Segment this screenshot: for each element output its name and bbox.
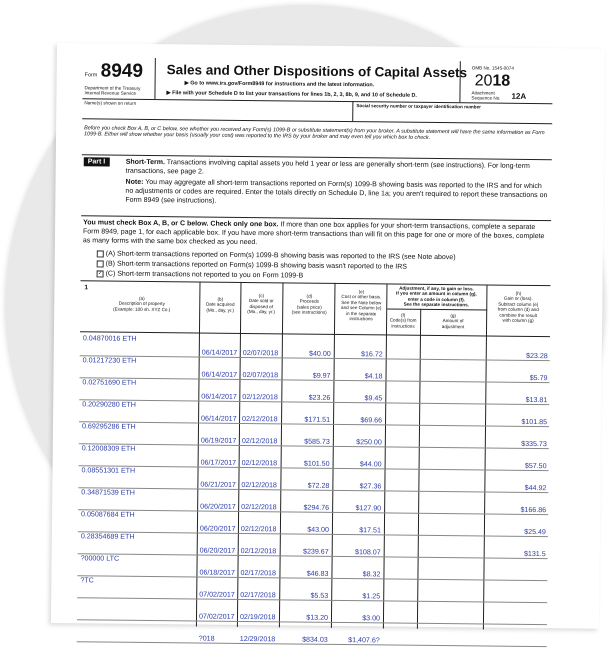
dept-line2: Internal Revenue Service: [84, 90, 137, 96]
row-date-sold: 02/12/2018: [241, 458, 278, 468]
row-proceeds: $9.97: [312, 371, 331, 380]
row-date-acquired: 07/02/2017: [198, 612, 235, 621]
col-h-header: (h) Gain or (loss). Subtract column (e) from column (d) and combine the result with column (g): [497, 290, 539, 324]
row-proceeds: $23.26: [308, 393, 331, 402]
row-date-sold: 02/12/2018: [240, 546, 277, 556]
row-date-acquired: 06/14/2017: [201, 414, 237, 423]
row-date-sold: 02/07/2018: [242, 370, 279, 380]
row-cost-basis: $16.72: [361, 350, 383, 359]
checkbox-b-row[interactable]: (B) Short-term transactions reported on Form(s) 1099-B showing basis wasn't reported to the IRS: [97, 259, 407, 271]
checkbox-a-row[interactable]: (A) Short-term transactions reported on Form(s) 1099-B showing basis was reported to the IRS (see Note above): [97, 249, 456, 262]
row-date-sold: 02/12/2018: [241, 480, 277, 490]
row-proceeds: $294.76: [303, 503, 330, 512]
row-date-sold: 02/07/2018: [242, 348, 279, 358]
row-description: 0.34871539 ETH: [81, 488, 135, 497]
row-cost-basis: $250.00: [356, 438, 382, 447]
checkbox-a[interactable]: [97, 250, 104, 257]
row-description: 0.02751690 ETH: [82, 378, 137, 387]
row-date-acquired: 06/14/2017: [201, 370, 238, 379]
row-proceeds: $43.00: [307, 525, 329, 534]
row-date-sold: 02/12/2018: [240, 524, 277, 534]
row-proceeds: $72.28: [307, 481, 330, 490]
row-cost-basis: $3.00: [362, 614, 381, 623]
row-gain-loss: $44.92: [524, 483, 547, 493]
row-date-acquired: 06/21/2017: [200, 480, 236, 489]
row-date-sold: 02/17/2018: [240, 568, 277, 578]
intro-text: Before you check Box A, B, or C below, see whether you received any Form(s) 1099-B or substitute statement(s) from your broker. A substitute statement will have the same information as Form 1099-B. Either will show whether your basis (usually your cost) was reported to the IRS by your broker and may even tell you which box to check.: [84, 125, 545, 142]
row-proceeds: $171.51: [304, 415, 331, 424]
row-gain-loss: $5.79: [529, 373, 548, 383]
row-date-acquired: 06/17/2017: [200, 458, 237, 467]
row-date-acquired: 07/02/2017: [199, 590, 235, 599]
row-description: 0.01217230 ETH: [82, 356, 137, 365]
row-gain-loss: [487, 594, 545, 595]
adjustment-header: Adjustment, if any, to gain or loss. If you enter an amount in column (g), enter a code in column (f). See the separate instructions.: [396, 285, 477, 308]
row-gain-loss: $25.49: [524, 527, 546, 537]
must-check-text: You must check Box A, B, or C below. Check only one box. If more than one box applies for your short-term transactions, complete a separate Form 8949, page 1, for each applicable box. If you have more short-term transactions than will fit on this page for one or more of the boxes, complete as many forms with the same box checked as you need.: [82, 219, 545, 247]
row-description: 0.20290280 ETH: [82, 400, 136, 409]
checkbox-c[interactable]: ✓: [97, 270, 103, 277]
row-date-acquired: 06/20/2017: [199, 546, 236, 555]
row-cost-basis: $44.00: [359, 460, 382, 469]
row-proceeds: $46.83: [306, 569, 329, 578]
col-e-header: (e) Cost or other basis. See the Note below and see Column (e) in the separate instructions: [341, 289, 382, 322]
row-cost-basis: $17.51: [359, 526, 381, 535]
row-cost-basis: $1.25: [362, 592, 381, 601]
row-date-acquired: 06/20/2017: [200, 502, 236, 511]
sequence-number: 12A: [511, 91, 527, 101]
row-date-acquired: 06/20/2017: [199, 524, 236, 533]
row-cost-basis: $108.07: [354, 548, 381, 557]
photo-frame: [5, 5, 605, 645]
instruction-1: ▶ Go to www.irs.gov/Form8949 for instructions and the latest information.: [184, 80, 375, 89]
row-gain-loss: $57.50: [524, 461, 547, 471]
row-description: 0.69295286 ETH: [81, 422, 136, 431]
table-row: [51, 620, 599, 648]
ssn-label: Social security number or taxpayer identification number: [356, 103, 481, 110]
tax-year: 2018: [474, 72, 511, 90]
col-b-header: (b) Date acquired (Mo., day, yr.): [205, 296, 235, 313]
checkbox-c-row[interactable]: ✓ (C) Short-term transactions not reported to you on Form 1099-B: [97, 270, 304, 280]
row-description: 0.28354689 ETH: [80, 532, 135, 541]
instruction-2: ▶ File with your Schedule D to list your transactions for lines 1b, 2, 3, 8b, 9, and 10 of Schedule D.: [166, 90, 417, 99]
row-gain-loss: $335.73: [521, 439, 547, 449]
row-proceeds: $585.73: [304, 437, 330, 446]
name-label: Name(s) shown on return: [84, 100, 137, 106]
dept-line1: Department of the Treasury: [84, 85, 141, 91]
row-cost-basis: $1,407.6?: [348, 636, 380, 645]
row-proceeds: $834.03: [302, 635, 328, 644]
attachment-label: Attachment: [471, 90, 495, 96]
row-gain-loss: $23.28: [526, 351, 548, 361]
row-date-sold: 02/19/2018: [239, 612, 276, 622]
row-gain-loss: [487, 572, 545, 573]
col-f-header: (f) Code(s) from instructions: [389, 312, 417, 329]
row-cost-basis: $127.90: [355, 504, 382, 513]
row-proceeds: $239.67: [302, 547, 329, 556]
col-d-header: (d) Proceeds (sales price) (see instructions): [291, 293, 327, 316]
note-text: Note: You may aggregate all short-term transactions reported on Form(s) 1099-B showing basis was reported to the IRS and for which no adjustments or codes are required. Enter the totals directly on Schedule D, line 1a; you aren't required to report these transactions on Form 8949 (see instructions).: [125, 178, 548, 205]
row-date-sold: 02/12/2018: [241, 502, 277, 512]
checkbox-b[interactable]: [97, 260, 104, 267]
row-cost-basis: $8.32: [362, 570, 381, 579]
form-title: Sales and Other Dispositions of Capital Assets: [166, 62, 468, 81]
row-date-acquired: 06/18/2017: [199, 568, 236, 577]
row-gain-loss: [487, 638, 545, 639]
omb-number: OMB No. 1545-0074: [471, 65, 514, 71]
col-g-header: (g) Amount of adjustment: [441, 313, 465, 330]
row-date-sold: 02/17/2018: [240, 590, 276, 600]
row-date-sold: 02/12/2018: [241, 436, 278, 446]
row-date-acquired: 06/14/2017: [201, 392, 237, 401]
row-cost-basis: $27.36: [359, 482, 382, 491]
part-description: Short-Term. Transactions involving capital assets you held 1 year or less are generally short-term (see instructions). For long-term transactions, see page 2.: [125, 158, 530, 176]
row-date-sold: 12/29/2018: [239, 634, 276, 644]
row-description: 0.08551301 ETH: [81, 466, 136, 475]
row-gain-loss: $13.81: [525, 395, 548, 405]
line-number: 1: [84, 284, 89, 292]
row-description: 0.04870016 ETH: [82, 334, 137, 343]
row-date-acquired: ?018: [198, 634, 215, 643]
row-cost-basis: $9.45: [364, 394, 383, 403]
row-proceeds: $5.53: [310, 591, 329, 600]
form-8949-page: [51, 43, 605, 645]
row-gain-loss: $131.5: [523, 549, 546, 559]
row-gain-loss: [487, 616, 545, 617]
row-date-sold: 02/12/2018: [242, 392, 278, 402]
row-description: 0.05087684 ETH: [81, 510, 135, 519]
part-label: Part I: [84, 157, 110, 166]
sequence-label: Sequence No.: [471, 95, 501, 101]
col-a-header: (a) Description of property (Example: 100 sh. XYZ Co.): [113, 295, 171, 313]
row-proceeds: $101.50: [303, 459, 330, 468]
row-description: ?00000 LTC: [80, 554, 120, 563]
form-number: 8949: [100, 60, 144, 82]
row-proceeds: $40.00: [309, 349, 331, 358]
row-date-sold: 02/12/2018: [242, 414, 278, 424]
row-date-acquired: 06/14/2017: [201, 348, 238, 357]
row-date-acquired: 06/19/2017: [200, 436, 237, 445]
row-proceeds: $13.20: [306, 613, 329, 622]
col-c-header: (c) Date sold or disposed of (Mo., day, yr.): [247, 293, 276, 315]
row-gain-loss: $101.85: [521, 417, 548, 427]
form-label: Form: [84, 72, 98, 79]
row-gain-loss: $166.86: [520, 505, 547, 515]
row-description: 0.12008309 ETH: [81, 444, 136, 453]
row-description: ?TC: [80, 576, 94, 585]
row-cost-basis: $4.18: [364, 372, 383, 381]
row-cost-basis: $69.66: [360, 416, 383, 425]
